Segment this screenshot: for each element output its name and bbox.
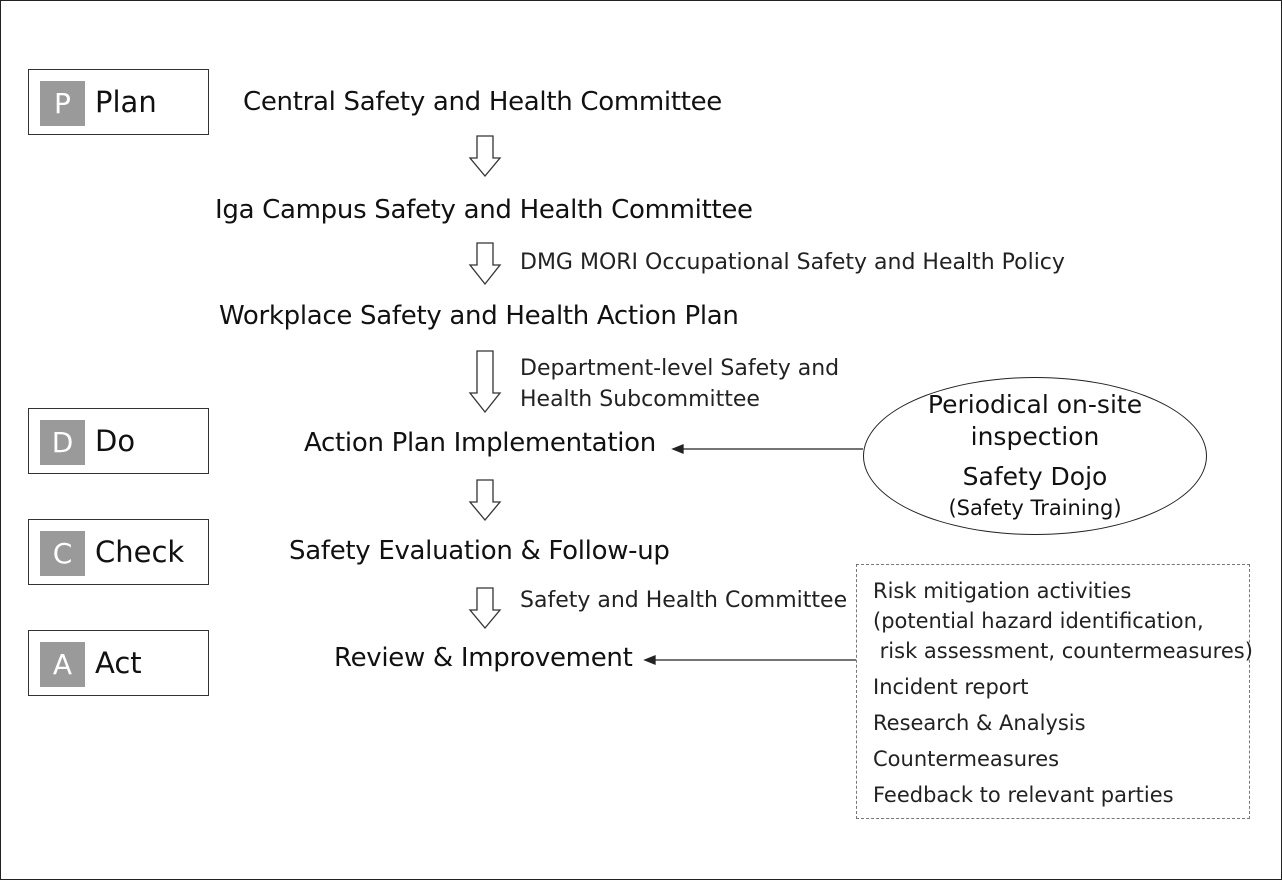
risk-mitigation-box	[856, 564, 1253, 819]
safety-dojo-label: Safety Dojo	[962, 462, 1108, 491]
step-action-plan-implementation: Action Plan Implementation	[304, 428, 656, 458]
risk-line: Countermeasures	[873, 747, 1060, 771]
phase-act-letter: A	[40, 642, 85, 687]
risk-line: Risk mitigation activities	[873, 579, 1132, 603]
step-workplace-action-plan: Workplace Safety and Health Action Plan	[219, 301, 739, 331]
left-arrow-icon	[645, 656, 655, 664]
down-arrow-icon	[470, 243, 500, 284]
phase-plan-label: Plan	[95, 85, 157, 119]
phase-do-label: Do	[95, 424, 136, 458]
inspection-title-line1: Periodical on-site	[927, 390, 1143, 419]
down-arrow-icon	[470, 480, 500, 520]
step-iga-committee: Iga Campus Safety and Health Committee	[215, 195, 753, 225]
risk-line: Feedback to relevant parties	[873, 783, 1174, 807]
left-arrow-icon	[673, 445, 683, 453]
phase-check-label: Check	[95, 535, 185, 569]
risk-line: Incident report	[873, 675, 1029, 699]
note-subcommittee-line2: Health Subcommittee	[520, 387, 760, 412]
down-arrow-icon	[470, 351, 500, 412]
step-central-committee: Central Safety and Health Committee	[243, 87, 723, 117]
risk-line: Research & Analysis	[873, 711, 1086, 735]
risk-line: (potential hazard identification,	[873, 609, 1204, 633]
note-subcommittee-line1: Department-level Safety and	[520, 356, 840, 381]
phase-check-letter: C	[40, 531, 85, 576]
phase-do-letter: D	[40, 420, 85, 465]
note-policy: DMG MORI Occupational Safety and Health Policy	[520, 250, 1065, 275]
step-review-improvement: Review & Improvement	[334, 643, 633, 673]
step-safety-evaluation: Safety Evaluation & Follow-up	[289, 536, 670, 566]
risk-line: risk assessment, countermeasures)	[873, 639, 1253, 663]
phase-plan-letter: P	[40, 81, 85, 126]
down-arrow-icon	[470, 588, 500, 628]
phase-act-label: Act	[95, 646, 142, 680]
inspection-ellipse	[863, 377, 1207, 535]
down-arrow-icon	[470, 136, 500, 176]
safety-training-label: (Safety Training)	[948, 496, 1122, 520]
inspection-title-line2: inspection	[970, 422, 1100, 451]
note-committee: Safety and Health Committee	[520, 588, 848, 613]
